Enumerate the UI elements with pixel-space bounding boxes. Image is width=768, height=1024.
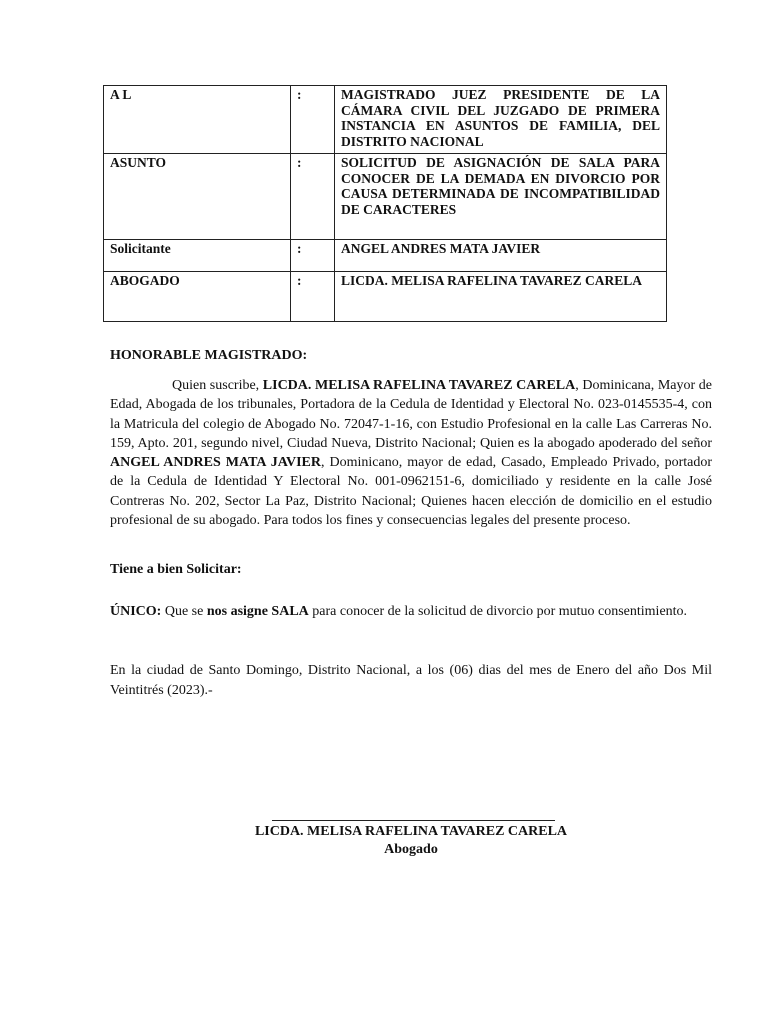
- signature-name: LICDA. MELISA RAFELINA TAVAREZ CARELA: [254, 824, 568, 839]
- row-colon: :: [291, 86, 335, 154]
- unico-paragraph: [110, 598, 712, 625]
- closing-paragraph: En la ciudad de Santo Domingo, Distrito Nacional, a los (06) dias del mes de Enero del año Dos Mil Veintitrés (2023).-: [110, 663, 712, 698]
- row-colon: :: [291, 240, 335, 272]
- signature-role: Abogado: [384, 842, 438, 857]
- request-label: Tiene a bien Solicitar:: [110, 562, 242, 577]
- row-value-subject: SOLICITUD DE ASIGNACIÓN DE SALA PARA CONOCER DE LA DEMADA EN DIVORCIO POR CAUSA DETERMINADA DE INCOMPATIBILIDAD DE CARACTERES: [335, 154, 667, 240]
- unico-text-1: Que se: [161, 604, 207, 619]
- salutation: HONORABLE MAGISTRADO:: [110, 348, 308, 363]
- unico-bold: nos asigne SALA: [206, 604, 309, 619]
- table-row-addressee: [104, 86, 667, 154]
- table-row-applicant: [104, 240, 667, 272]
- table-row-subject: [104, 154, 667, 240]
- row-value-lawyer: LICDA. MELISA RAFELINA TAVAREZ CARELA: [335, 272, 667, 322]
- table-row-lawyer: [104, 272, 667, 322]
- unico-text-2: para conocer de la solicitud de divorcio por mutuo consentimiento.: [308, 604, 688, 619]
- client-name: ANGEL ANDRES MATA JAVIER: [110, 455, 322, 471]
- body-middle: , Dominicana, Mayor de Edad, Abogada de los tribunales, Portadora de la Cedula de Identidad y Electoral No. 023-0145535-4, con la Matricula del colegio de Abogado No. 72047-1-16, con Estudio Profesional en la calle Las Carreras No. 159, Apto. 201, segundo nivel, Ciudad Nueva, Distrito Nacional; Quien es la abogado apoderado del señor: [110, 378, 712, 451]
- body-paragraph: [110, 376, 712, 530]
- row-label: ABOGADO: [104, 272, 291, 322]
- body-intro: Quien suscribe,: [172, 378, 263, 393]
- row-value-applicant: ANGEL ANDRES MATA JAVIER: [335, 240, 667, 272]
- row-label: A L: [104, 86, 291, 154]
- row-colon: :: [291, 272, 335, 322]
- row-value-addressee: MAGISTRADO JUEZ PRESIDENTE DE LA CÁMARA CIVIL DEL JUZGADO DE PRIMERA INSTANCIA EN ASUNTOS DE FAMILIA, DEL DISTRITO NACIONAL: [335, 86, 667, 154]
- header-table: [103, 85, 667, 322]
- lawyer-name: LICDA. MELISA RAFELINA TAVAREZ CARELA: [262, 378, 576, 393]
- body-end: , Dominicano, mayor de edad, Casado, Empleado Privado, portador de la Cedula de Identidad Y Electoral No. 001-0962151-6, domiciliado y residente en la calle José Contreras No. 202, Sector La Paz, Distrito Nacional; Quienes hacen elección de domicilio en el estudio profesional de su abogado. Para todos los fines y consecuencias legales del presente proceso.: [110, 455, 712, 529]
- unico-label: ÚNICO:: [110, 604, 162, 619]
- row-colon: :: [291, 154, 335, 240]
- row-label: ASUNTO: [104, 154, 291, 240]
- signature-line: [272, 820, 555, 821]
- row-label: Solicitante: [104, 240, 291, 272]
